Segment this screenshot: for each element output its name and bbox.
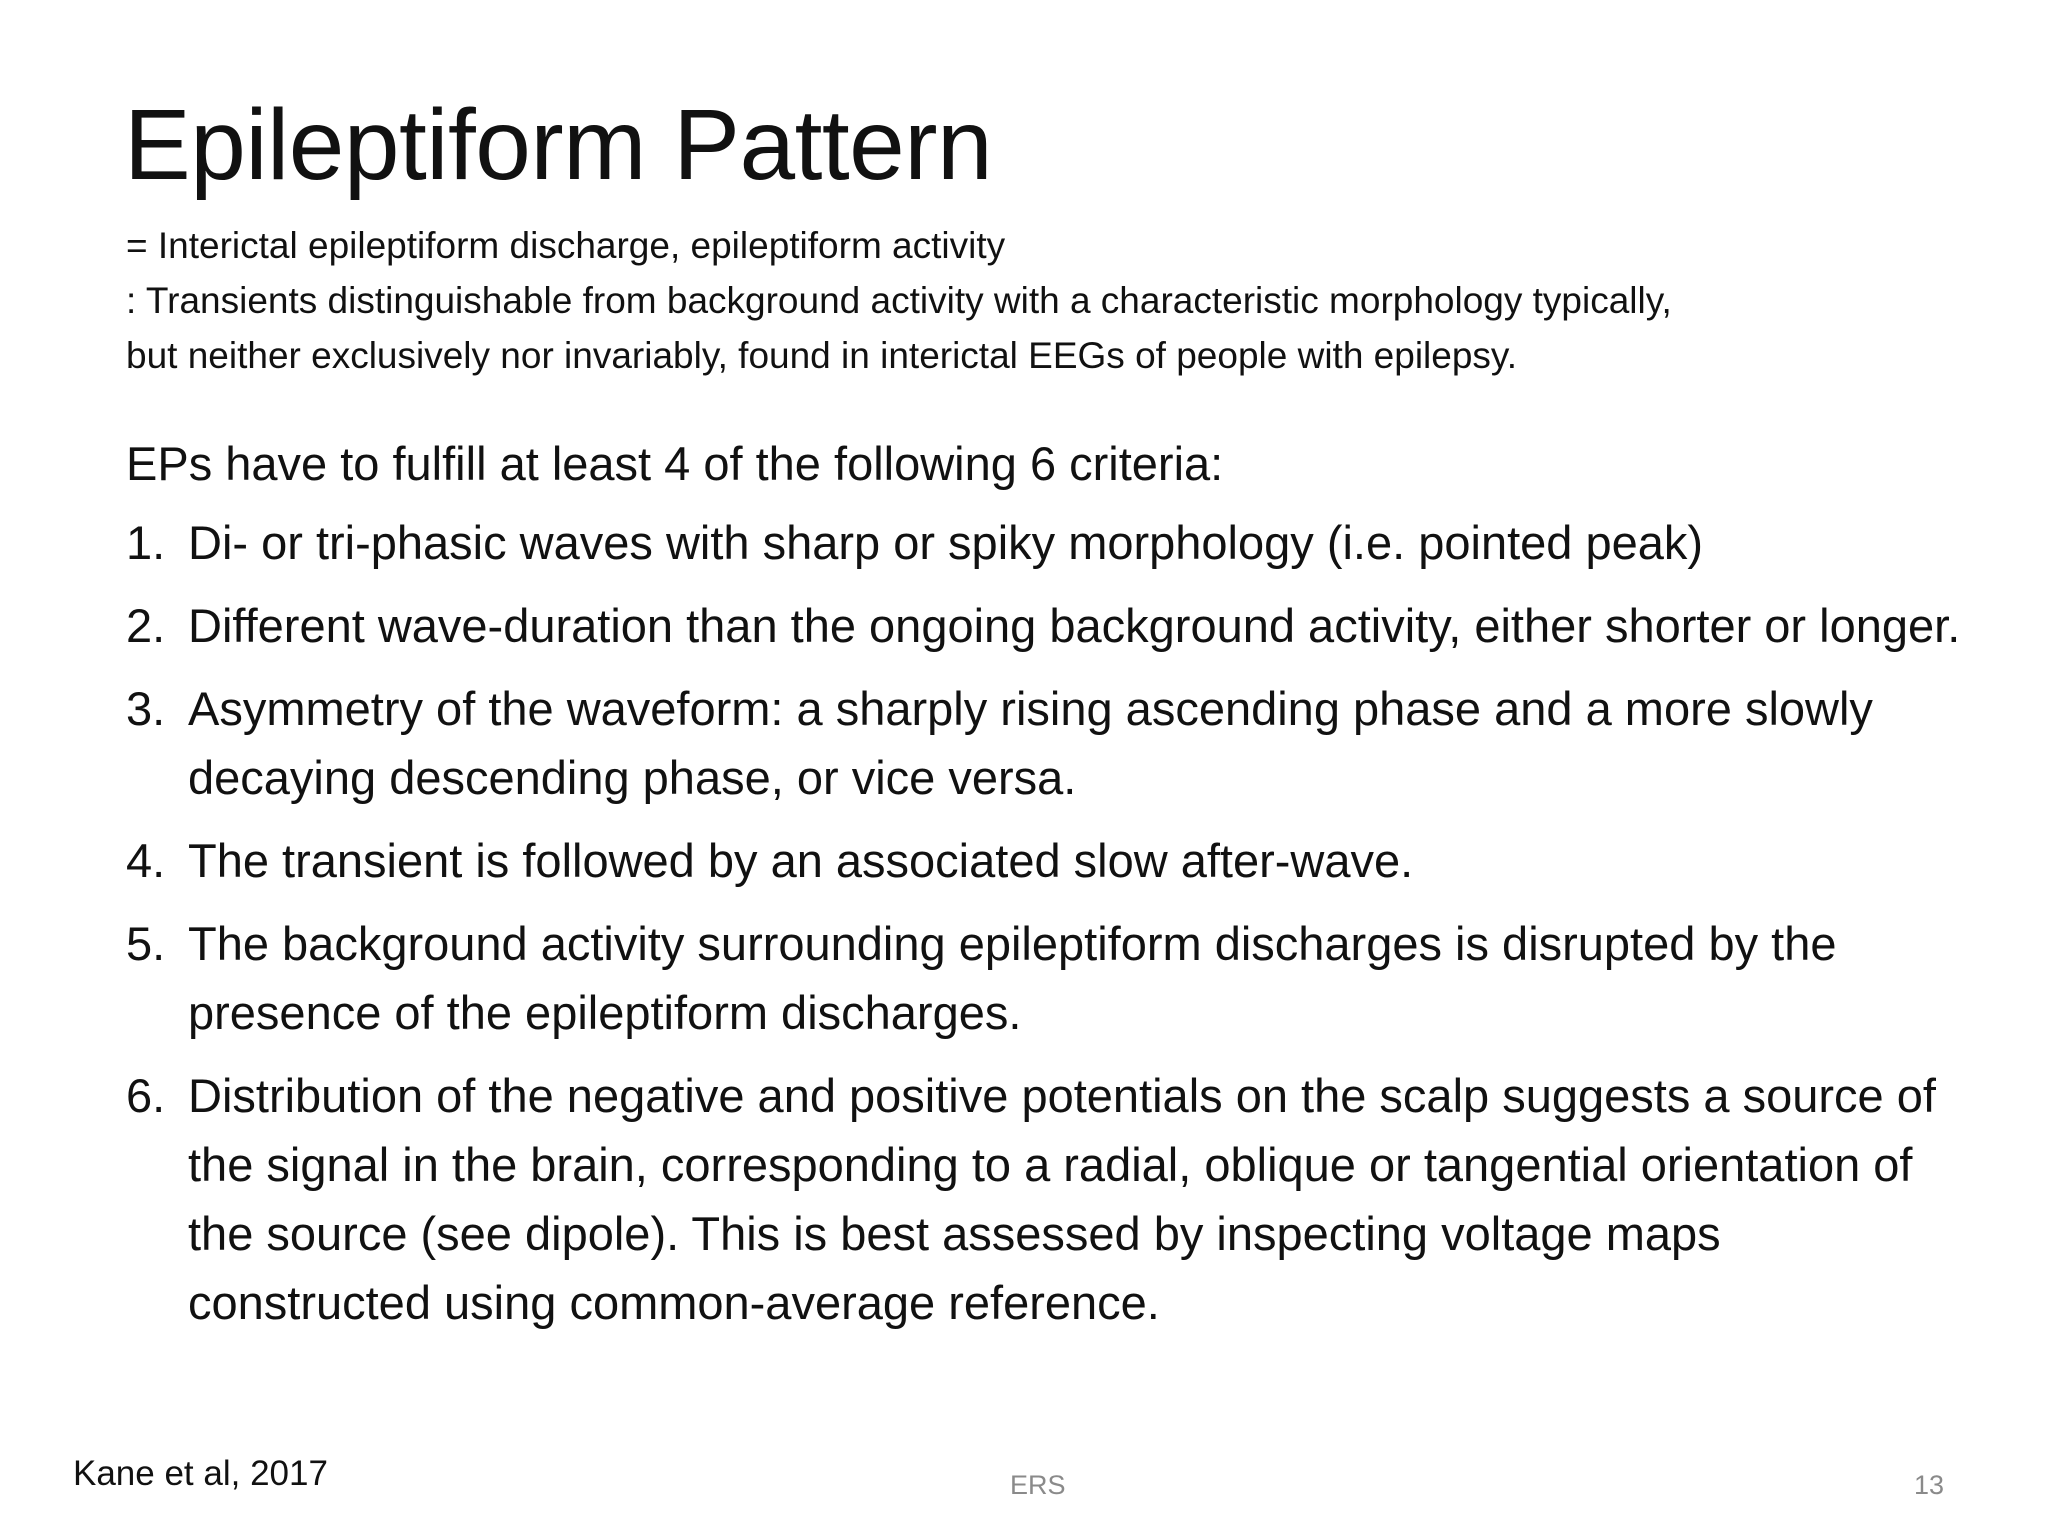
- criteria-text: The background activity surrounding epileptiform discharges is disrupted by the presence of the epileptiform discharges.: [188, 917, 1837, 1039]
- criteria-number: 4.: [126, 834, 166, 887]
- criteria-item-2: [126, 591, 1966, 660]
- criteria-item-1: [126, 508, 1966, 577]
- criteria-text: The transient is followed by an associated slow after-wave.: [188, 834, 1414, 887]
- criteria-number: 5.: [126, 917, 166, 970]
- criteria-item-5: [126, 909, 1966, 1047]
- criteria-item-4: [126, 826, 1966, 895]
- criteria-number: 3.: [126, 682, 166, 735]
- footer-label: ERS: [1010, 1470, 1066, 1500]
- criteria-intro: EPs have to fulfill at least 4 of the following 6 criteria:: [126, 437, 1224, 490]
- criteria-text: Different wave-duration than the ongoing background activity, either shorter or longer.: [188, 599, 1961, 652]
- criteria-text: Distribution of the negative and positive potentials on the scalp suggests a source of the signal in the brain, corresponding to a radial, oblique or tangential orientation of the source (see dipole). This is best assessed by inspecting voltage maps constructed using common-average reference.: [188, 1069, 1936, 1329]
- definition-line-1: = Interictal epileptiform discharge, epileptiform activity: [126, 225, 1006, 266]
- citation: Kane et al, 2017: [73, 1454, 328, 1493]
- definition-line-2: : Transients distinguishable from background activity with a characteristic morphology typically,: [126, 280, 1672, 321]
- criteria-item-6: [126, 1061, 1966, 1337]
- criteria-number: 1.: [126, 516, 166, 569]
- definition-text: [126, 218, 1986, 383]
- slide-title: Epileptiform Pattern: [124, 89, 993, 201]
- definition-line-3: but neither exclusively nor invariably, found in interictal EEGs of people with epilepsy.: [126, 335, 1517, 376]
- criteria-text: Di- or tri-phasic waves with sharp or spiky morphology (i.e. pointed peak): [188, 516, 1704, 569]
- criteria-number: 6.: [126, 1069, 166, 1122]
- criteria-list: [126, 508, 1966, 1351]
- criteria-item-3: [126, 674, 1966, 812]
- page-number: 13: [1914, 1470, 1945, 1500]
- criteria-text: Asymmetry of the waveform: a sharply rising ascending phase and a more slowly decaying descending phase, or vice versa.: [188, 682, 1873, 804]
- criteria-number: 2.: [126, 599, 166, 652]
